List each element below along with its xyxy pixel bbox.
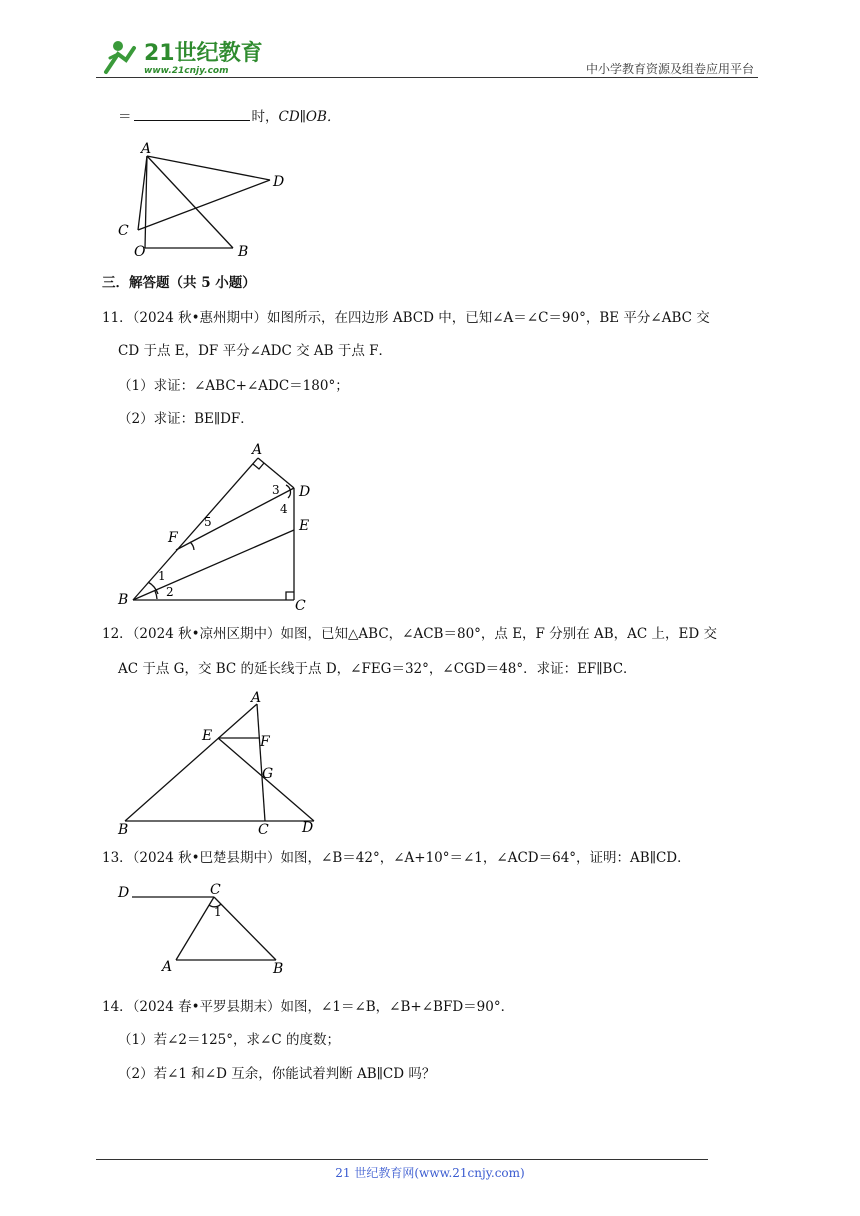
fig10-label-D: D	[273, 174, 285, 190]
q11-line2: CD 于点 E，DF 平分∠ADC 交 AB 于点 F．	[118, 343, 392, 359]
q10-conclusion: CD∥OB．	[278, 109, 341, 125]
q11-line1: 11．（2024 秋•惠州期中）如图所示，在四边形 ABCD 中，已知∠A＝∠C＝90°，BE 平分∠ABC 交	[102, 310, 710, 326]
site-logo	[96, 36, 266, 76]
footer-divider	[96, 1159, 708, 1160]
logo-url: www.21cnjy.com	[144, 66, 229, 76]
header-platform-title: 中小学教育资源及组卷应用平台	[585, 62, 754, 76]
figure-q11	[110, 438, 330, 616]
footer-link[interactable]: 21 世纪教育网(www.21cnjy.com)	[335, 1166, 525, 1180]
fig12-label-A: A	[251, 690, 262, 706]
q12-line1: 12．（2024 秋•凉州区期中）如图，已知△ABC，∠ACB＝80°，点 E，F 分别在 AB，AC 上，ED 交	[102, 626, 718, 642]
fig10-label-C: C	[118, 223, 129, 239]
fig11-angle-5: 5	[204, 515, 212, 529]
fig11-angle-1: 1	[158, 569, 166, 583]
fig13-label-B: B	[273, 961, 284, 977]
q10-answer-line	[118, 106, 340, 127]
fig11-label-A: A	[252, 442, 263, 458]
fig10-label-B: B	[238, 244, 249, 260]
q10-eq: ＝	[118, 109, 132, 125]
q12-line2: AC 于点 G，交 BC 的延长线于点 D，∠FEG＝32°，∠CGD＝48°．求证：EF∥BC．	[118, 661, 637, 677]
figure-q12	[110, 688, 330, 838]
fig11-angle-4: 4	[280, 502, 288, 516]
q13-line1: 13．（2024 秋•巴楚县期中）如图，∠B＝42°，∠A+10°＝∠1，∠ACD＝64°，证明：AB∥CD．	[102, 850, 691, 866]
fig11-label-F: F	[168, 530, 178, 546]
q14-part1: （1）若∠2＝125°，求∠C 的度数；	[118, 1032, 340, 1048]
fig12-label-E: E	[202, 728, 213, 744]
fig11-angle-2: 2	[166, 585, 174, 599]
fig11-angle-3: 3	[272, 483, 280, 497]
fig11-label-E: E	[299, 518, 310, 534]
fig13-angle-1: 1	[214, 905, 222, 919]
fig12-label-D: D	[302, 820, 314, 836]
q14-part2: （2）若∠1 和∠D 互余，你能试着判断 AB∥CD 吗？	[118, 1066, 436, 1082]
header-divider	[96, 77, 758, 78]
logo-text: 21世纪教育	[144, 41, 263, 66]
fig11-label-C: C	[295, 598, 306, 614]
fig12-label-G: G	[262, 766, 274, 782]
q11-part2: （2）求证：BE∥DF．	[118, 411, 254, 427]
fig11-label-B: B	[118, 592, 129, 608]
fig10-label-A: A	[141, 141, 152, 157]
q14-line1: 14．（2024 春•平罗县期末）如图，∠1＝∠B，∠B+∠BFD＝90°．	[102, 999, 515, 1015]
q10-blank[interactable]	[134, 106, 250, 121]
section-heading: 三．解答题（共 5 小题）	[102, 275, 256, 291]
q10-when: 时，	[251, 109, 279, 125]
figure-q10	[110, 138, 310, 260]
fig13-label-D: D	[118, 885, 130, 901]
fig13-label-A: A	[162, 959, 173, 975]
fig12-label-B: B	[118, 822, 129, 838]
fig10-label-O: O	[134, 244, 146, 260]
q11-part1: （1）求证：∠ABC+∠ADC＝180°；	[118, 378, 349, 394]
fig12-label-C: C	[258, 822, 269, 838]
fig13-label-C: C	[210, 882, 221, 898]
fig11-label-D: D	[299, 484, 311, 500]
figure-q13	[110, 878, 300, 978]
fig12-label-F: F	[260, 734, 270, 750]
